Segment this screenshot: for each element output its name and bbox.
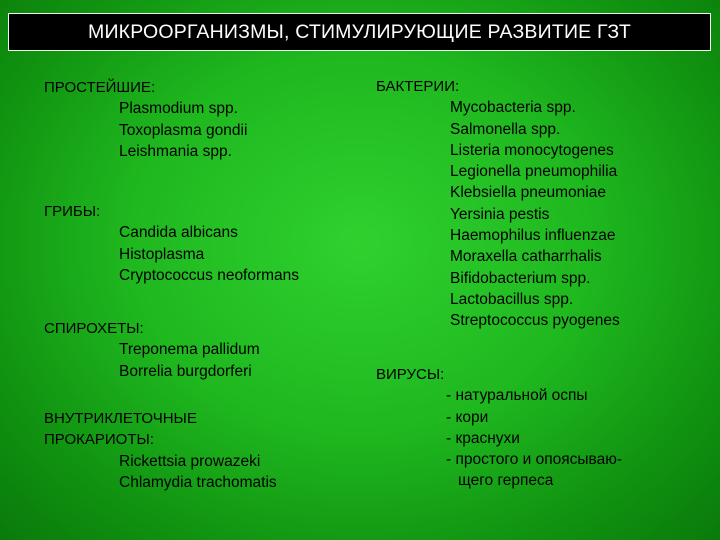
- spirochetes-heading-text: СПИРОХЕТЫ: [44, 320, 140, 337]
- spirochetes-heading-colon: :: [139, 320, 144, 337]
- protozoa-heading-text: ПРОСТЕЙШИЕ: [44, 79, 151, 96]
- bacteria-item: Listeria monocytogenes: [450, 141, 614, 159]
- protozoa-section: [44, 77, 247, 162]
- bacteria-item: Salmonella spp.: [450, 120, 561, 138]
- spirochetes-section: [44, 318, 260, 382]
- intracellular-section: [44, 408, 277, 493]
- viruses-section: [376, 364, 622, 492]
- fungi-item: Cryptococcus neoformans: [119, 266, 300, 284]
- fungi-item: Histoplasma: [119, 245, 205, 263]
- bacteria-item: Streptococcus pyogenes: [450, 312, 620, 330]
- protozoa-item: Plasmodium spp.: [119, 100, 238, 118]
- protozoa-heading-colon: :: [150, 79, 156, 96]
- virus-item: - простого и опоясываю-: [446, 451, 622, 469]
- bacteria-item: Moraxella catharrhalis: [450, 248, 602, 266]
- intracellular-heading-line1: ВНУТРИКЛЕТОЧНЫЕ: [44, 410, 197, 427]
- bacteria-item: Klebsiella pneumoniae: [450, 184, 606, 202]
- bacteria-item: Lactobacillus spp.: [450, 290, 574, 308]
- bacteria-section: [376, 76, 620, 332]
- intracellular-item: Rickettsia prowazeki: [119, 452, 261, 470]
- virus-item-continuation: щего герпеса: [458, 472, 554, 490]
- slide-title: МИКРООРГАНИЗМЫ, СТИМУЛИРУЮЩИЕ РАЗВИТИЕ ГЗТ: [88, 20, 631, 43]
- bacteria-heading-colon: :: [455, 78, 460, 95]
- spirochetes-item: Borrelia burgdorferi: [119, 362, 252, 380]
- virus-item: - натуральной оспы: [446, 387, 588, 405]
- intracellular-heading-text: ПРОКАРИОТЫ: [44, 431, 150, 449]
- viruses-heading-colon: :: [440, 366, 445, 383]
- intracellular-heading-line2: [44, 429, 277, 450]
- bacteria-item: Yersinia pestis: [450, 205, 550, 223]
- protozoa-heading: [44, 77, 247, 98]
- viruses-heading-text: ВИРУСЫ: [376, 366, 441, 383]
- fungi-section: [44, 201, 299, 286]
- protozoa-item: Toxoplasma gondii: [119, 121, 248, 139]
- bacteria-item: Legionella pneumophilia: [450, 163, 618, 181]
- spirochetes-item: Treponema pallidum: [119, 341, 260, 359]
- fungi-heading: [44, 201, 299, 222]
- fungi-heading-text: ГРИБЫ: [44, 203, 97, 220]
- bacteria-item: Haemophilus influenzae: [450, 227, 616, 245]
- viruses-heading: [376, 364, 622, 385]
- intracellular-heading-colon: :: [149, 431, 154, 449]
- intracellular-item: Chlamydia trachomatis: [119, 473, 277, 491]
- virus-item: - кори: [446, 408, 489, 426]
- fungi-item: Candida albicans: [119, 224, 238, 242]
- bacteria-heading-text: БАКТЕРИИ: [376, 78, 455, 95]
- title-bar: [8, 13, 711, 51]
- spirochetes-heading: [44, 318, 260, 339]
- fungi-heading-colon: :: [96, 203, 101, 220]
- bacteria-item: Mycobacteria spp.: [450, 99, 576, 117]
- bacteria-item: Bifidobacterium spp.: [450, 269, 591, 287]
- protozoa-item: Leishmania spp.: [119, 142, 232, 160]
- virus-item: - краснухи: [446, 429, 520, 447]
- bacteria-heading: [376, 76, 620, 97]
